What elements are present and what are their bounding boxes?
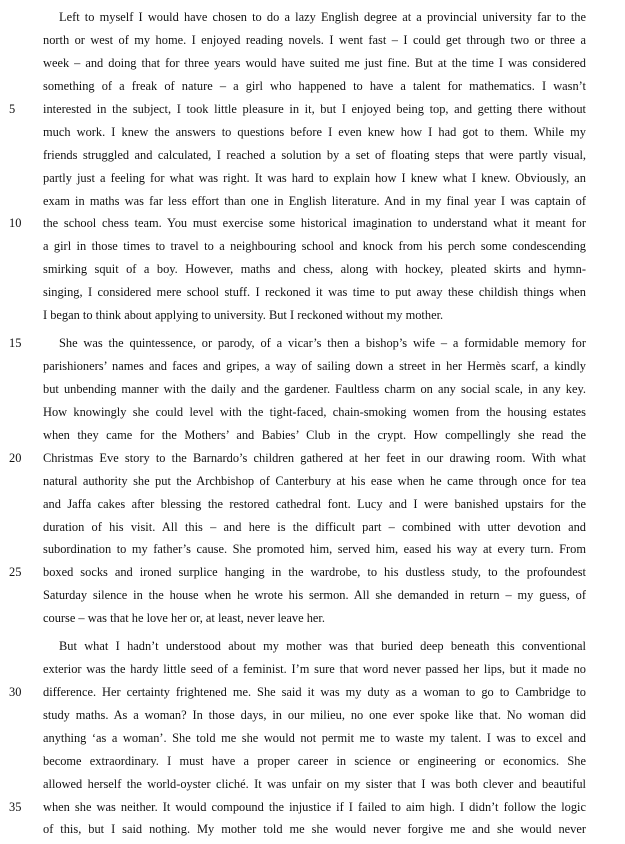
text-line: subordination to my father’s cause. She promoted him, served him, eased his way at every turn. From [43,542,586,556]
text-line: exam in maths was far less effort than one in English literature. And in my final year I was captain of [43,194,586,208]
text-line: study maths. As a woman? In those days, in our milieu, no one ever spoke like that. No woman did [43,708,586,722]
text-line: of this, but I said nothing. My mother told me she would never forgive me and she would never [43,822,586,836]
line-number: 20 [9,451,22,465]
line-number: 25 [9,565,22,579]
text-line: course – was that he love her or, at least, never leave her. [43,611,325,625]
text-line: week – and doing that for three years would have suited me just fine. But at the time I was considered [43,56,586,70]
text-line: Christmas Eve story to the Barnardo’s children gathered at her feet in our drawing room. With what [43,451,586,465]
text-line: duration of his visit. All this – and here is the difficult part – combined with utter devotion and [43,520,586,534]
text-line: something of a freak of nature – a girl who happened to have a talent for mathematics. I wasn’t [43,79,586,93]
text-line: the school chess team. You must exercise some historical imagination to understand what it meant for [43,216,586,230]
text-line: and Jaffa cakes after blessing the restored cathedral font. Lucy and I were banished upstairs for the [43,497,586,511]
line-number: 30 [9,685,22,699]
text-line: allowed herself the world-oyster cliché. It was unfair on my sister that I was both clever and beautiful [43,777,586,791]
text-line: north or west of my home. I enjoyed reading novels. I went fast – I could get through two or three a [43,33,586,47]
text-line: smirking squit of a boy. However, maths and chess, along with hockey, pleated skirts and hymn- [43,262,586,276]
text-line: become extraordinary. I must have a proper career in science or engineering or economics. She [43,754,586,768]
line-number: 35 [9,800,22,814]
text-line: exterior was the hardy little seed of a feminist. I’m sure that word never passed her lips, but it made no [43,662,586,676]
line-number: 15 [9,336,22,350]
text-line: interested in the subject, I took little pleasure in it, but I enjoyed being top, and getting there without [43,102,586,116]
text-line: parishioners’ names and faces and gripes, a way of sailing down a street in her Hermès scarf, a kindly [43,359,586,373]
text-line: boxed socks and ironed surplice hanging in the wardrobe, to his dustless study, to the profoundest [43,565,586,579]
text-line: I began to think about applying to university. But I reckoned without my mother. [43,308,444,322]
text-line: Saturday silence in the house when he wrote his sermon. All she demanded in return – my guess, of [43,588,586,602]
text-line: natural authority she put the Archbishop of Canterbury at his ease when he came through once for tea [43,474,586,488]
text-line: But what I hadn’t understood about my mother was that buried deep beneath this conventional [59,639,586,653]
text-line: Left to myself I would have chosen to do a lazy English degree at a provincial university far to the [59,10,586,24]
text-line: a girl in those times to travel to a neighbouring school and knock from his perch some condescending [43,239,586,253]
text-line: much work. I knew the answers to questions before I even knew how I had got to them. While my [43,125,586,139]
line-number: 5 [9,102,16,116]
text-line: singing, I considered mere school stuff. I reckoned it was time to put away these childish things when [43,285,586,299]
text-line: partly just a feeling for what was right. It was hard to explain how I knew what I knew. Obviously, an [43,171,586,185]
text-line: She was the quintessence, or parody, of a vicar’s then a bishop’s wife – a formidable memory for [59,336,586,350]
text-line: friends struggled and calculated, I reached a solution by a set of floating steps that were partly visual, [43,148,586,162]
line-number: 10 [9,216,22,230]
text-line: when she was neither. It would compound the injustice if I failed to aim high. I didn’t follow the logic [43,800,586,814]
text-line: anything ‘as a woman’. She told me she would not permit me to waste my talent. I was to excel and [43,731,586,745]
text-line: but unbending manner with the daily and the gardener. Faultless charm on any social scale, in any key. [43,382,586,396]
text-line: How knowingly she could level with the tight-faced, chain-smoking women from the housing estates [43,405,586,419]
text-line: difference. Her certainty frightened me. She said it was my duty as a woman to go to Cambridge to [43,685,586,699]
text-line: when they came for the Mothers’ and Babies’ Club in the crypt. How compellingly she read the [43,428,586,442]
